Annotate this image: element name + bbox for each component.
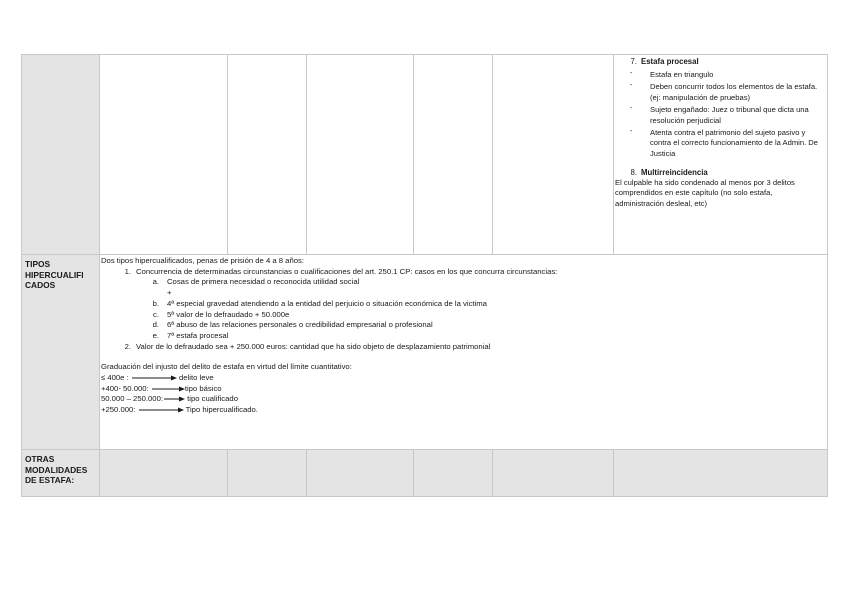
tipos-item-1: 1. Concurrencia de determinadas circunstancias o cualificaciones del art. 250.1 CP: casos en los que concurra circunstancias: <box>124 266 558 276</box>
graduacion-row: +400- 50.000: tipo básico <box>101 383 222 393</box>
tipos-cell <box>100 255 828 450</box>
multirreincidencia-text: El culpable ha sido condenado al menos por 3 delitos comprendidos en este capítulo (no solo estafa, administración desleal, etc) <box>615 177 795 208</box>
graduacion-title: Graduación del injusto del delito de estafa en virtud del límite cuantitativo: <box>101 362 352 372</box>
graduacion-row: 50.000 – 250.000: tipo cualificado <box>101 394 238 404</box>
sub-item: c. 5ª valor de lo defraudado + 50.000e <box>153 309 290 319</box>
empty-cell <box>614 450 828 497</box>
empty-cell <box>307 55 414 255</box>
empty-cell <box>493 450 614 497</box>
sub-item: + <box>167 288 172 298</box>
empty-cell <box>100 55 228 255</box>
list-item: - Atenta contra el patrimonio del sujeto pasivo y contra el correcto funcionamiento de la Admin. De Justicia <box>630 128 818 158</box>
table-row-continuation <box>22 55 828 255</box>
row-header-empty <box>22 55 100 255</box>
empty-cell <box>414 55 493 255</box>
empty-cell <box>228 55 307 255</box>
sub-item: d. 6ª abuso de las relaciones personales o credibilidad empresarial o profesional <box>152 320 433 330</box>
sub-item: e. 7ª estafa procesal <box>152 330 229 340</box>
empty-cell <box>414 450 493 497</box>
empty-cell <box>307 450 414 497</box>
graduacion-row: ≤ 400e : delito leve <box>101 373 214 383</box>
tipos-intro: Dos tipos hipercualificados, penas de prisión de 4 a 8 años: <box>101 256 304 265</box>
multirreincidencia-heading: 8. Multirreincidencia <box>630 167 708 177</box>
estafa-table <box>21 54 828 497</box>
sub-item: b. 4ª especial gravedad atendiendo a la entidad del perjuicio o situación económica de la victima <box>152 298 487 308</box>
table-row-otras <box>22 450 828 497</box>
row-header-tipos: TIPOS HIPERCUALIFI CADOS <box>22 255 100 450</box>
list-item: - Sujeto engañado: Juez o tribunal que dicta una resolución perjudicial <box>630 105 809 125</box>
sub-item: a. Cosas de primera necesidad o reconocida utilidad social <box>152 277 360 287</box>
table-row-tipos <box>22 255 828 450</box>
graduacion-row: +250.000: Tipo hipercualificado. <box>101 405 258 415</box>
empty-cell <box>100 450 228 497</box>
empty-cell <box>228 450 307 497</box>
estafa-procesal-heading: 7. Estafa procesal <box>630 57 699 66</box>
arrow-icon <box>163 396 185 402</box>
estafa-procesal-list <box>614 70 823 159</box>
arrow-icon <box>138 407 184 413</box>
list-item: - Deben concurrir todos los elementos de la estafa. (ej: manipulación de pruebas) <box>630 82 818 102</box>
estafa-cell <box>614 55 828 255</box>
arrow-icon <box>151 386 185 392</box>
row-header-otras: OTRAS MODALIDADES DE ESTAFA: <box>22 450 100 497</box>
list-item: - Estafa en triangulo <box>630 70 714 79</box>
arrow-icon <box>131 375 177 381</box>
tipos-item-2: 2. Valor de lo defraudado sea + 250.000 euros: cantidad que ha sido objeto de desplazamiento patrimonial <box>124 341 491 351</box>
empty-cell <box>493 55 614 255</box>
